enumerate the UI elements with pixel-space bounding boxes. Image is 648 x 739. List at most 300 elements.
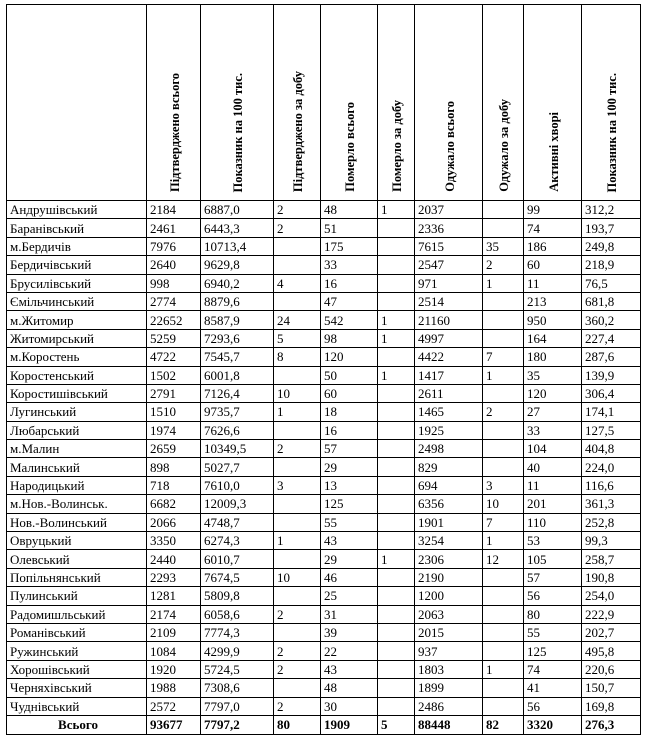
table-cell: 46 [321, 568, 378, 586]
table-row [7, 605, 641, 623]
table-cell: 39 [321, 623, 378, 641]
table-cell [378, 568, 415, 586]
table-cell: 74 [524, 660, 582, 678]
table-cell: 22652 [147, 311, 201, 329]
table-cell: 4722 [147, 348, 201, 366]
district-name: Попільнянський [7, 568, 147, 586]
district-name: Нов.-Волинський [7, 513, 147, 531]
table-cell: 1 [274, 532, 321, 550]
table-cell: 227,4 [582, 329, 641, 347]
table-row [7, 495, 641, 513]
table-cell: 8587,9 [201, 311, 274, 329]
table-cell [378, 458, 415, 476]
table-row [7, 440, 641, 458]
table-cell: 1974 [147, 421, 201, 439]
table-cell [274, 587, 321, 605]
table-cell: 27 [524, 403, 582, 421]
table-cell: 6001,8 [201, 366, 274, 384]
table-cell: 56 [524, 697, 582, 715]
table-cell: 2514 [415, 292, 483, 310]
table-cell: 2184 [147, 201, 201, 219]
table-cell: 1 [378, 329, 415, 347]
table-cell: 12 [483, 550, 524, 568]
table-cell: 13 [321, 476, 378, 494]
table-cell [378, 256, 415, 274]
district-name: Овруцький [7, 532, 147, 550]
table-cell: 16 [321, 421, 378, 439]
table-cell: 1510 [147, 403, 201, 421]
table-cell: 1 [378, 311, 415, 329]
header-label: Одужало всього [442, 101, 457, 192]
district-name: Черняхівський [7, 679, 147, 697]
table-cell: 1 [483, 660, 524, 678]
table-cell: 186 [524, 237, 582, 255]
district-name: м.Нов.-Волинськ. [7, 495, 147, 513]
table-cell: 542 [321, 311, 378, 329]
table-cell: 48 [321, 679, 378, 697]
header-cell [524, 5, 582, 201]
table-row [7, 421, 641, 439]
table-cell: 2109 [147, 623, 201, 641]
table-cell: 495,8 [582, 642, 641, 660]
total-cell: 93677 [147, 715, 201, 734]
table-cell: 3350 [147, 532, 201, 550]
table-row [7, 642, 641, 660]
district-name: Романівський [7, 623, 147, 641]
table-cell: 2063 [415, 605, 483, 623]
table-cell [378, 623, 415, 641]
table-cell [483, 292, 524, 310]
table-cell [378, 237, 415, 255]
table-cell: 1 [483, 532, 524, 550]
table-cell [274, 458, 321, 476]
table-cell: 2486 [415, 697, 483, 715]
table-cell: 6682 [147, 495, 201, 513]
district-name: м.Бердичів [7, 237, 147, 255]
table-cell [483, 623, 524, 641]
table-cell: 7610,0 [201, 476, 274, 494]
table-cell [483, 587, 524, 605]
table-cell: 2066 [147, 513, 201, 531]
table-cell: 258,7 [582, 550, 641, 568]
total-cell: 88448 [415, 715, 483, 734]
table-row [7, 311, 641, 329]
header-label: Підтверджено за добу [291, 70, 305, 192]
table-cell: 5027,7 [201, 458, 274, 476]
table-cell: 120 [524, 384, 582, 402]
table-row [7, 348, 641, 366]
table-cell: 57 [321, 440, 378, 458]
table-cell: 6010,7 [201, 550, 274, 568]
table-cell [274, 256, 321, 274]
table-cell: 7308,6 [201, 679, 274, 697]
table-cell [274, 495, 321, 513]
table-cell [274, 513, 321, 531]
table-cell: 35 [483, 237, 524, 255]
table-cell: 2791 [147, 384, 201, 402]
table-cell [483, 219, 524, 237]
district-name: Коростишівський [7, 384, 147, 402]
table-cell [483, 697, 524, 715]
district-name: Житомирський [7, 329, 147, 347]
table-cell: 4748,7 [201, 513, 274, 531]
header-label: Померло за добу [390, 100, 404, 192]
table-row [7, 219, 641, 237]
table-cell: 1281 [147, 587, 201, 605]
table-cell [483, 568, 524, 586]
district-name: Лугинський [7, 403, 147, 421]
table-cell: 74 [524, 219, 582, 237]
table-cell: 116,6 [582, 476, 641, 494]
table-cell: 10713,4 [201, 237, 274, 255]
table-row [7, 237, 641, 255]
table-cell: 193,7 [582, 219, 641, 237]
table-cell: 99 [524, 201, 582, 219]
table-cell: 29 [321, 458, 378, 476]
district-name: Брусилівський [7, 274, 147, 292]
table-cell: 40 [524, 458, 582, 476]
district-name: Пулинський [7, 587, 147, 605]
table-cell: 51 [321, 219, 378, 237]
district-name: Чуднівський [7, 697, 147, 715]
table-cell: 1 [378, 201, 415, 219]
header-cell [321, 5, 378, 201]
table-cell [483, 458, 524, 476]
header-cell [378, 5, 415, 201]
table-cell: 5 [274, 329, 321, 347]
table-row [7, 679, 641, 697]
table-row [7, 384, 641, 402]
table-cell [378, 605, 415, 623]
table-row [7, 513, 641, 531]
table-cell: 105 [524, 550, 582, 568]
table-cell: 681,8 [582, 292, 641, 310]
table-cell: 829 [415, 458, 483, 476]
table-cell: 55 [524, 623, 582, 641]
table-cell [483, 440, 524, 458]
table-cell: 53 [524, 532, 582, 550]
table-row [7, 568, 641, 586]
total-cell: 3320 [524, 715, 582, 734]
table-cell: 213 [524, 292, 582, 310]
table-cell: 33 [321, 256, 378, 274]
table-cell [483, 201, 524, 219]
table-cell [378, 421, 415, 439]
table-cell: 6356 [415, 495, 483, 513]
table-cell: 1920 [147, 660, 201, 678]
table-cell: 80 [524, 605, 582, 623]
table-cell [378, 292, 415, 310]
header-cell [274, 5, 321, 201]
table-header [7, 5, 641, 201]
table-cell: 104 [524, 440, 582, 458]
table-cell: 6443,3 [201, 219, 274, 237]
header-label: Одужало за добу [497, 99, 511, 192]
table-cell: 1 [483, 366, 524, 384]
header-cell-district [7, 5, 147, 201]
table-cell: 2293 [147, 568, 201, 586]
table-row [7, 550, 641, 568]
table-cell: 24 [274, 311, 321, 329]
table-cell: 5724,5 [201, 660, 274, 678]
table-cell: 127,5 [582, 421, 641, 439]
table-cell: 5259 [147, 329, 201, 347]
table-cell: 7797,0 [201, 697, 274, 715]
table-cell: 2 [274, 642, 321, 660]
table-row [7, 274, 641, 292]
table-cell [378, 495, 415, 513]
header-label: Померло всього [343, 102, 357, 192]
table-body [7, 201, 641, 716]
table-cell: 3254 [415, 532, 483, 550]
table-cell: 7545,7 [201, 348, 274, 366]
total-cell: 82 [483, 715, 524, 734]
total-cell: 5 [378, 715, 415, 734]
total-cell: 80 [274, 715, 321, 734]
table-cell: 98 [321, 329, 378, 347]
total-label: Всього [7, 715, 147, 734]
table-cell [274, 292, 321, 310]
table-cell: 60 [321, 384, 378, 402]
table-cell [378, 587, 415, 605]
header-label: Активні хворі [546, 112, 561, 192]
table-cell: 1502 [147, 366, 201, 384]
table-cell: 249,8 [582, 237, 641, 255]
table-cell: 1417 [415, 366, 483, 384]
table-cell: 1 [378, 550, 415, 568]
table-cell: 10349,5 [201, 440, 274, 458]
table-cell: 222,9 [582, 605, 641, 623]
table-cell: 898 [147, 458, 201, 476]
table-cell: 7976 [147, 237, 201, 255]
table-cell: 2 [274, 440, 321, 458]
table-cell: 30 [321, 697, 378, 715]
table-cell: 937 [415, 642, 483, 660]
table-cell: 8879,6 [201, 292, 274, 310]
table-cell: 998 [147, 274, 201, 292]
header-label: Показник на 100 тис. [231, 72, 245, 192]
table-cell: 125 [524, 642, 582, 660]
table-cell: 48 [321, 201, 378, 219]
table-cell: 2611 [415, 384, 483, 402]
header-cell [147, 5, 201, 201]
table-cell: 43 [321, 660, 378, 678]
total-cell: 7797,2 [201, 715, 274, 734]
table-cell [483, 311, 524, 329]
table-cell: 361,3 [582, 495, 641, 513]
table-cell: 10 [483, 495, 524, 513]
table-cell: 120 [321, 348, 378, 366]
table-cell: 1 [274, 403, 321, 421]
table-cell: 41 [524, 679, 582, 697]
table-cell: 180 [524, 348, 582, 366]
table-row [7, 292, 641, 310]
table-cell: 1465 [415, 403, 483, 421]
table-cell: 254,0 [582, 587, 641, 605]
table-row [7, 403, 641, 421]
district-name: м.Малин [7, 440, 147, 458]
table-cell: 2461 [147, 219, 201, 237]
table-cell [378, 697, 415, 715]
header-label: Показник на 100 тис. [605, 72, 619, 192]
table-cell: 6274,3 [201, 532, 274, 550]
covid-stats-table [6, 4, 641, 735]
table-row [7, 458, 641, 476]
table-cell: 7 [483, 348, 524, 366]
table-cell: 1925 [415, 421, 483, 439]
table-cell: 218,9 [582, 256, 641, 274]
table-cell: 7126,4 [201, 384, 274, 402]
header-label: Підтверджено всього [167, 72, 182, 192]
table-cell: 29 [321, 550, 378, 568]
table-cell: 4299,9 [201, 642, 274, 660]
table-cell: 2190 [415, 568, 483, 586]
table-cell: 1084 [147, 642, 201, 660]
table-cell: 2440 [147, 550, 201, 568]
table-cell: 6940,2 [201, 274, 274, 292]
district-name: Коростенський [7, 366, 147, 384]
table-row [7, 697, 641, 715]
table-cell: 11 [524, 274, 582, 292]
table-cell: 201 [524, 495, 582, 513]
table-cell: 5809,8 [201, 587, 274, 605]
table-cell: 718 [147, 476, 201, 494]
table-row [7, 587, 641, 605]
district-name: Любарський [7, 421, 147, 439]
table-cell: 76,5 [582, 274, 641, 292]
table-cell: 60 [524, 256, 582, 274]
header-cell [582, 5, 641, 201]
table-cell: 7674,5 [201, 568, 274, 586]
table-cell [483, 605, 524, 623]
table-cell: 2498 [415, 440, 483, 458]
table-cell: 2037 [415, 201, 483, 219]
table-cell [483, 421, 524, 439]
header-cell [201, 5, 274, 201]
table-row [7, 476, 641, 494]
table-cell: 150,7 [582, 679, 641, 697]
table-row [7, 623, 641, 641]
table-cell: 2336 [415, 219, 483, 237]
table-row [7, 256, 641, 274]
table-cell: 55 [321, 513, 378, 531]
table-cell: 4 [274, 274, 321, 292]
table-cell: 18 [321, 403, 378, 421]
total-row [7, 715, 641, 734]
table-cell: 224,0 [582, 458, 641, 476]
district-name: Олевський [7, 550, 147, 568]
table-row [7, 660, 641, 678]
table-cell: 7626,6 [201, 421, 274, 439]
table-cell: 694 [415, 476, 483, 494]
table-cell: 2174 [147, 605, 201, 623]
table-cell [274, 237, 321, 255]
table-cell: 174,1 [582, 403, 641, 421]
table-cell: 33 [524, 421, 582, 439]
table-cell: 1200 [415, 587, 483, 605]
table-cell: 312,2 [582, 201, 641, 219]
table-cell [378, 440, 415, 458]
table-cell: 164 [524, 329, 582, 347]
table-cell: 11 [524, 476, 582, 494]
table-cell: 1988 [147, 679, 201, 697]
table-cell: 57 [524, 568, 582, 586]
district-name: Малинський [7, 458, 147, 476]
district-name: м.Житомир [7, 311, 147, 329]
table-cell: 35 [524, 366, 582, 384]
total-cell: 276,3 [582, 715, 641, 734]
table-cell: 2659 [147, 440, 201, 458]
table-row [7, 532, 641, 550]
table-cell: 7293,6 [201, 329, 274, 347]
table-cell: 2 [274, 219, 321, 237]
table-cell: 3 [274, 476, 321, 494]
table-cell: 175 [321, 237, 378, 255]
table-footer [7, 715, 641, 734]
table-cell [274, 623, 321, 641]
table-cell: 404,8 [582, 440, 641, 458]
table-cell: 10 [274, 568, 321, 586]
district-name: Народицький [7, 476, 147, 494]
table-cell: 21160 [415, 311, 483, 329]
table-cell: 110 [524, 513, 582, 531]
table-cell: 1803 [415, 660, 483, 678]
table-cell: 7 [483, 513, 524, 531]
table-cell: 9629,8 [201, 256, 274, 274]
table-cell [274, 366, 321, 384]
table-cell [483, 642, 524, 660]
table-cell: 2 [274, 697, 321, 715]
table-cell: 3 [483, 476, 524, 494]
table-cell: 220,6 [582, 660, 641, 678]
table-cell: 2640 [147, 256, 201, 274]
table-cell: 47 [321, 292, 378, 310]
table-cell: 7774,3 [201, 623, 274, 641]
table-cell: 169,8 [582, 697, 641, 715]
table-row [7, 366, 641, 384]
table-cell: 7615 [415, 237, 483, 255]
table-cell [378, 384, 415, 402]
table-cell: 56 [524, 587, 582, 605]
table-cell [378, 274, 415, 292]
table-cell [378, 219, 415, 237]
district-name: Радомишльський [7, 605, 147, 623]
table-cell [378, 348, 415, 366]
table-cell: 287,6 [582, 348, 641, 366]
table-cell [274, 550, 321, 568]
district-name: Баранівський [7, 219, 147, 237]
district-name: Ємільчинський [7, 292, 147, 310]
table-cell: 4422 [415, 348, 483, 366]
table-cell: 8 [274, 348, 321, 366]
table-cell: 9735,7 [201, 403, 274, 421]
table-cell: 10 [274, 384, 321, 402]
district-name: Бердичівський [7, 256, 147, 274]
table-cell: 16 [321, 274, 378, 292]
header-row [7, 5, 641, 201]
table-cell [378, 532, 415, 550]
table-cell: 12009,3 [201, 495, 274, 513]
table-cell: 31 [321, 605, 378, 623]
total-cell: 1909 [321, 715, 378, 734]
table-cell: 6058,6 [201, 605, 274, 623]
table-cell: 190,8 [582, 568, 641, 586]
table-cell: 2572 [147, 697, 201, 715]
table-cell: 1899 [415, 679, 483, 697]
table-cell: 43 [321, 532, 378, 550]
header-cell [415, 5, 483, 201]
table-row [7, 329, 641, 347]
